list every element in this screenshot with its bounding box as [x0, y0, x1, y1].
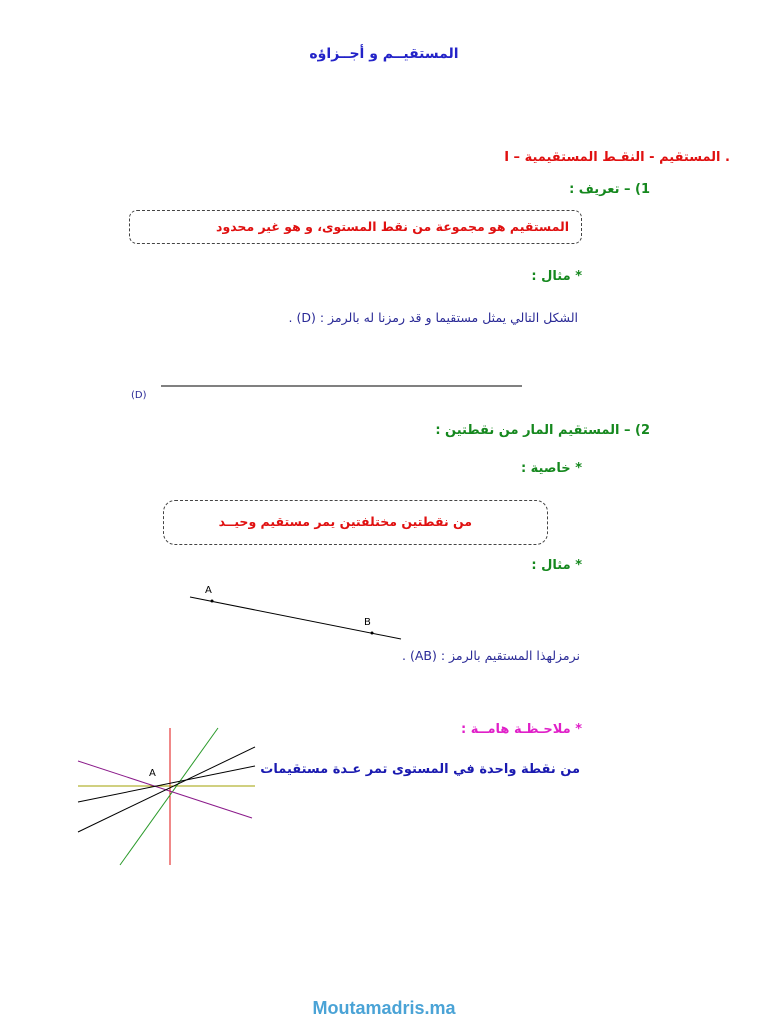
property-label: * خاصية : [520, 461, 582, 476]
point-a-dot [211, 600, 214, 603]
site-logo: Moutamadris.ma [312, 998, 456, 1018]
page-title: المستقيــم و أجــزاؤه [309, 46, 459, 62]
note-text: من نقطة واحدة في المستوى تمر عـدة مستقيمات [260, 762, 580, 777]
purple-line [78, 761, 252, 818]
two-points-heading: 2) – المستقيم المار من نقطتين : [435, 423, 650, 438]
property-text: من نقطتين مختلفتين يمر مستقيم وحيــد [218, 514, 472, 529]
example-2-label: * مثال : [531, 558, 582, 573]
green-line [120, 728, 218, 865]
line-ab-figure [185, 580, 410, 645]
example-2-description: نرمزلهذا المستقيم بالرمز : (AB) . [402, 648, 580, 663]
black-line-2 [78, 766, 255, 802]
note-label: * ملاحـظـة هامــة : [460, 722, 582, 737]
concurrent-lines-figure [70, 725, 260, 870]
line-d-figure [125, 372, 535, 408]
point-a-label: A [205, 585, 212, 596]
point-b-label: B [364, 617, 371, 628]
definition-heading: 1) – تعريف : [569, 182, 650, 197]
line-d-label: (D) [131, 390, 147, 401]
example-1-label: * مثال : [531, 269, 582, 284]
black-line-1 [78, 747, 255, 832]
section-1-heading: I – المستقيم - النقـط المستقيمية . [504, 150, 730, 165]
example-1-description: الشكل التالي يمثل مستقيما و قد رمزنا له بالرمز : (D) . [288, 310, 578, 325]
definition-box [129, 210, 582, 244]
point-b-dot [371, 632, 374, 635]
definition-text: المستقيم هو مجموعة من نقط المستوى، و هو غير محدود [216, 219, 569, 234]
concurrent-point-label: A [149, 768, 156, 779]
property-box [163, 500, 548, 545]
